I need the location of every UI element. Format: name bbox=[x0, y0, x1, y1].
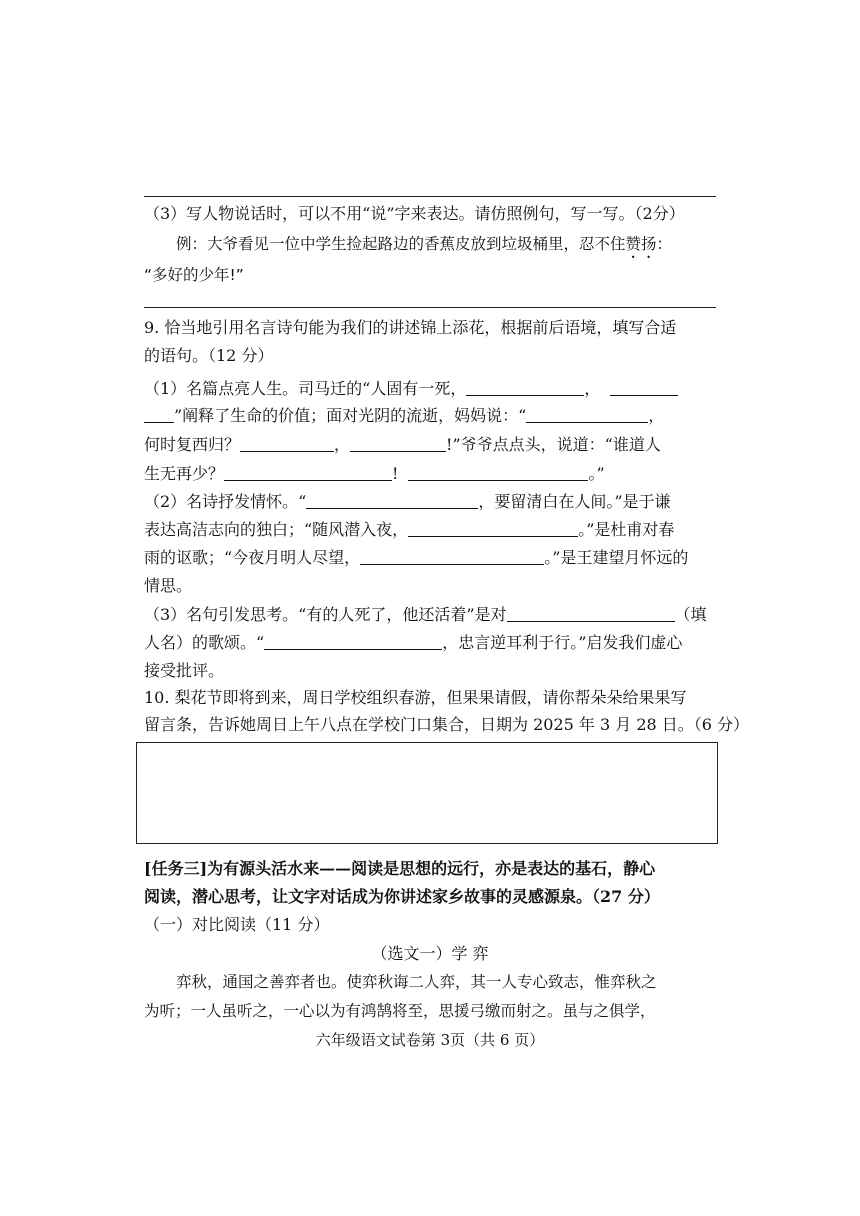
fill-blank[interactable] bbox=[526, 406, 648, 423]
question-9-title-cont: 的语句。（12 分） bbox=[144, 346, 274, 365]
fill-blank[interactable] bbox=[224, 464, 392, 481]
q9-3-line1: （3）名句引发思考。“有的人死了，他还活着”是对 （填 bbox=[144, 605, 707, 624]
fill-blank[interactable] bbox=[144, 406, 174, 423]
note-answer-box[interactable] bbox=[136, 742, 718, 844]
fill-blank[interactable] bbox=[306, 492, 478, 509]
page-footer: 六年级语文试卷第 3页（共 6 页） bbox=[315, 1031, 545, 1049]
fill-blank[interactable] bbox=[360, 548, 544, 565]
fill-blank[interactable] bbox=[240, 435, 334, 452]
q9-1-line1: （1）名篇点亮人生。司马迁的“人固有一死， ， bbox=[144, 378, 724, 400]
question-10-line2: 留言条，告诉她周日上午八点在学校门口集合，日期为 2025 年 3 月 28 日。（6 分） bbox=[144, 715, 750, 734]
q9-1-line3: 何时复西归？ ， !”爷爷点点头，说道：“谁道人 bbox=[144, 435, 661, 454]
section-heading: （一）对比阅读（11 分） bbox=[144, 915, 330, 934]
q9-1-line2: ”阐释了生命的价值；面对光阴的流逝，妈妈说：“ ， bbox=[144, 405, 724, 427]
fill-blank[interactable] bbox=[610, 379, 678, 396]
task3-heading-cont: 阅读，潜心思考，让文字对话成为你讲述家乡故事的灵感源泉。（27 分） bbox=[144, 887, 660, 906]
passage-text-line1: 弈秋，通国之善弈者也。使弈秋诲二人弈，其一人专心致志，惟弈秋之 bbox=[176, 973, 657, 991]
question-8-3-prompt: （3）写人物说话时，可以不用“说”字来表达。请仿照例句，写一写。（2分） bbox=[144, 204, 685, 223]
fill-blank[interactable] bbox=[507, 605, 675, 622]
fill-blank[interactable] bbox=[408, 520, 578, 537]
fill-blank[interactable] bbox=[466, 379, 584, 396]
example-sentence: 例：大爷看见一位中学生捡起路边的香蕉皮放到垃圾桶里，忍不住赞扬： bbox=[176, 235, 673, 253]
answer-line bbox=[144, 196, 716, 197]
task3-heading: [任务三]为有源头活水来——阅读是思想的远行，亦是表达的基石，静心 bbox=[144, 859, 656, 878]
passage-title: （选文一）学 弈 bbox=[371, 944, 489, 963]
q9-1-line4: 生无再少？ ! 。” bbox=[144, 464, 605, 483]
fill-blank[interactable] bbox=[350, 435, 446, 452]
answer-line bbox=[144, 307, 716, 308]
q9-2-line3: 雨的讴歌；“今夜月明人尽望， 。”是王建望月怀远的 bbox=[144, 548, 689, 567]
question-9-title: 9. 恰当地引用名言诗句能为我们的讲述锦上添花，根据前后语境，填写合适 bbox=[144, 318, 677, 337]
q9-3-line3: 接受批评。 bbox=[144, 661, 225, 680]
fill-blank[interactable] bbox=[408, 464, 588, 481]
passage-text-line2: 为听；一人虽听之，一心以为有鸿鹄将至，思援弓缴而射之。虽与之俱学， bbox=[144, 1002, 656, 1020]
q9-2-line1: （2）名诗抒发情怀。“ ，要留清白在人间。”是于谦 bbox=[144, 492, 671, 511]
question-10-line1: 10. 梨花节即将到来，周日学校组织春游，但果果请假，请你帮朵朵给果果写 bbox=[144, 688, 687, 707]
q9-2-line4: 情思。 bbox=[144, 576, 193, 595]
fill-blank[interactable] bbox=[264, 633, 442, 650]
q9-3-line2: 人名）的歌颂。“ ，忠言逆耳利于行。”启发我们虚心 bbox=[144, 633, 683, 652]
q9-2-line2: 表达高洁志向的独白；“随风潜入夜， 。”是杜甫对春 bbox=[144, 520, 675, 539]
emphasized-word: 赞扬 bbox=[625, 235, 657, 253]
example-quote: “多好的少年!” bbox=[144, 266, 244, 284]
